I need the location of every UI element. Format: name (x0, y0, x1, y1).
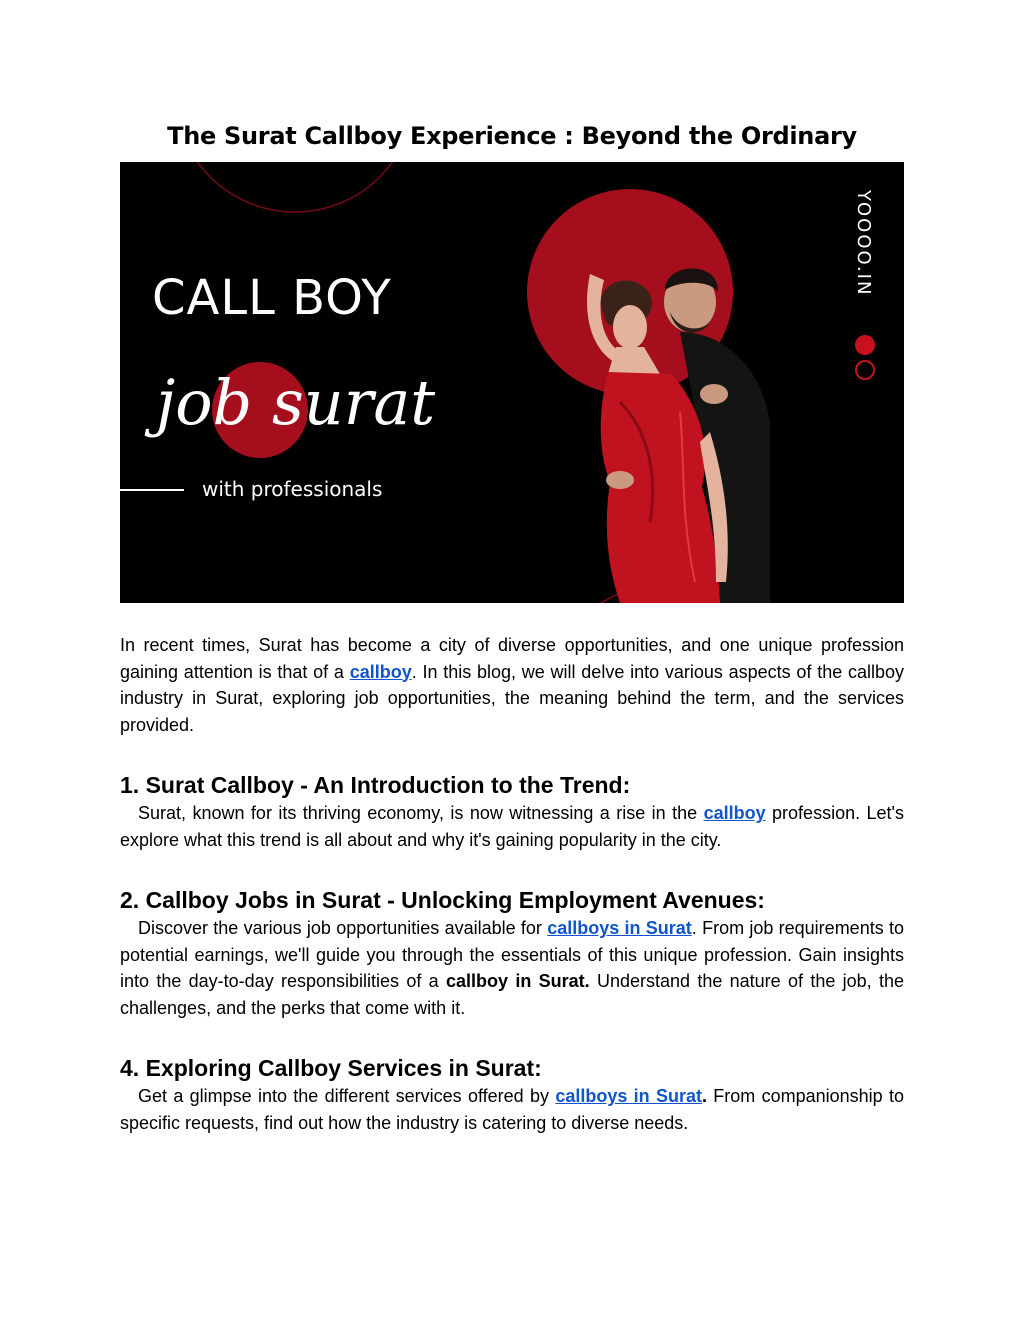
section-4-heading: 4. Exploring Callboy Services in Surat: (120, 1055, 542, 1081)
section-4-bold-period: . (701, 1086, 707, 1106)
intro-text-start: In recent times, Surat has become a city of diverse opportunities, and one unique profession gaining attention is that of a (120, 635, 904, 682)
section-1-text-end: profession. Let's explore what this trend is all about and why it's gaining popularity in the city. (120, 803, 904, 850)
intro-callboy-link[interactable]: callboy (349, 661, 412, 682)
section-2-callboys-link[interactable]: callboys in Surat (547, 918, 692, 938)
banner-tagline: with professionals (202, 477, 383, 501)
section-2-text-start: Discover the various job opportunities available for (138, 918, 548, 938)
intro-paragraph (120, 632, 904, 738)
section-1-text-start: Surat, known for its thriving economy, is now witnessing a rise in the (138, 803, 704, 823)
banner-headline: CALL BOY (152, 270, 392, 326)
banner-dot-filled (855, 335, 875, 355)
page-title: The Surat Callboy Experience : Beyond the Ordinary (167, 122, 857, 150)
section-2-text-middle: . From job requirements to potential earnings, we'll guide you through the essentials of this unique profession. Gain insights into the day-to-day responsibilities of a (120, 918, 904, 991)
intro-text-end: . In this blog, we will delve into various aspects of the callboy industry in Surat, exploring job opportunities, the meaning behind the term, and the services provided. (120, 661, 904, 735)
banner-script-line: job surat (156, 366, 436, 439)
section-2-bold-text: callboy in Surat. (446, 971, 590, 991)
section-1-paragraph (120, 800, 904, 853)
banner-site-name: YOOOO.IN (853, 190, 874, 297)
section-2-text-end: Understand the nature of the job, the challenges, and the perks that come with it. (120, 971, 904, 1018)
section-4-text-start: Get a glimpse into the different services offered by (138, 1086, 556, 1106)
section-1-heading: 1. Surat Callboy - An Introduction to the Trend: (120, 772, 631, 798)
section-4-callboys-link[interactable]: callboys in Surat (555, 1086, 702, 1106)
section-2-heading: 2. Callboy Jobs in Surat - Unlocking Employment Avenues: (120, 887, 765, 913)
section-1-callboy-link[interactable]: callboy (703, 803, 766, 823)
section-4-paragraph (120, 1083, 904, 1136)
hero-banner-image (120, 162, 904, 603)
article-body (120, 632, 904, 1136)
section-2-paragraph (120, 915, 904, 1021)
section-4-text-end: From companionship to specific requests, find out how the industry is catering to diverse needs. (120, 1086, 904, 1133)
